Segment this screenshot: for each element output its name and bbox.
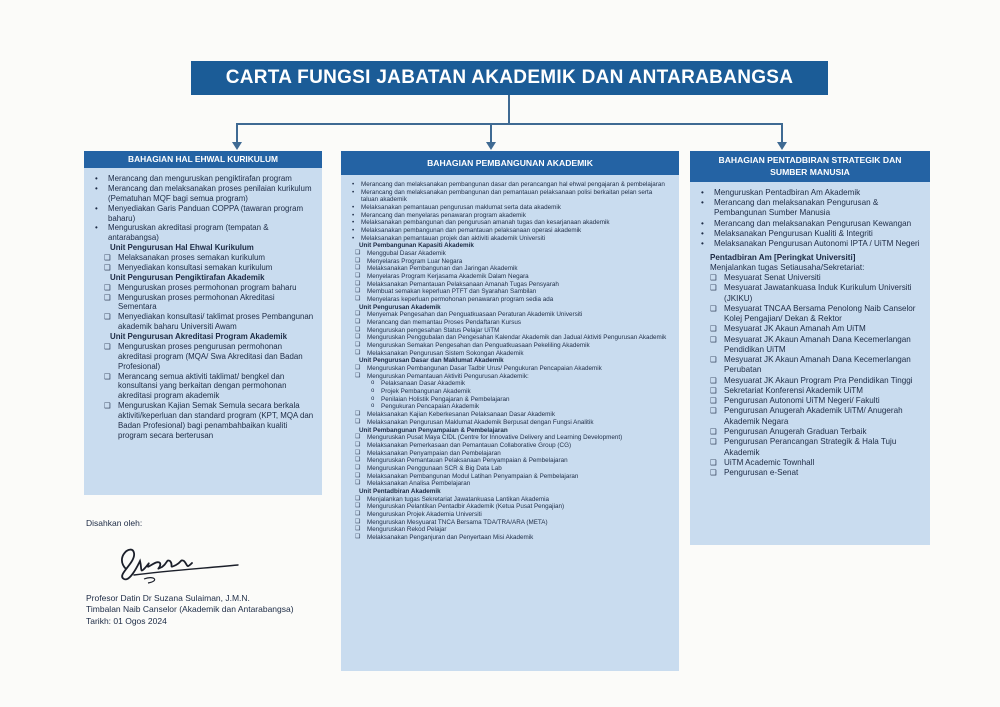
list-item: • Merancang dan melaksanakan proses penilaian kurikulum (Pematuhan MQF bagi semua program) bbox=[92, 184, 314, 204]
arrow-left-icon bbox=[232, 142, 242, 150]
list-item: ❑ Melaksanakan Pembangunan dan Jaringan Akademik bbox=[349, 265, 671, 273]
list-item: ❑ Menyelaras Program Luar Negara bbox=[349, 258, 671, 266]
list-item: ❑ Mesyuarat Jawatankuasa Induk Kurikulum Universiti (JKIKU) bbox=[698, 283, 922, 304]
column-pembangunan-akademik bbox=[341, 151, 679, 671]
list-item: ❑ Menjalankan tugas Sekretariat Jawatankuasa Lantikan Akademia bbox=[349, 496, 671, 504]
signature-image bbox=[104, 535, 244, 585]
sub-list-item: o Pengukuran Pencapaian Akademik bbox=[349, 403, 671, 411]
list-item: • Merancang dan menguruskan pengiktirafan program bbox=[92, 174, 314, 184]
list-item: • Merancang dan melaksanakan pembangunan dasar dan perancangan hal ehwal pengajaran & pembelajaran bbox=[349, 181, 671, 189]
list-item: ❑ UiTM Academic Townhall bbox=[698, 458, 922, 468]
list-item: • Merancang dan melaksanakan Pengurusan & Pembangunan Sumber Manusia bbox=[698, 198, 922, 219]
bullet-list bbox=[92, 174, 314, 243]
list-item: ❑ Menguruskan proses pengurusan permohonan akreditasi program (MQA/ Swa Akreditasi dan Badan Profesional) bbox=[92, 342, 314, 372]
column-heading: BAHAGIAN PEMBANGUNAN AKADEMIK bbox=[341, 151, 679, 175]
list-item: • Melaksanakan pembangunan dan pengurusan amanah tugas dan kesarjanaan akademik bbox=[349, 219, 671, 227]
unit-heading: Pentadbiran Am [Peringkat Universiti] bbox=[710, 252, 856, 262]
list-item: ❑ Melaksanakan Pemerkasaan dan Pemantauan Collaborative Group (CG) bbox=[349, 442, 671, 450]
list-item: ❑ Melaksanakan Analisa Pembelajaran bbox=[349, 480, 671, 488]
approval-label: Disahkan oleh: bbox=[86, 518, 143, 528]
signatory-name: Profesor Datin Dr Suzana Sulaiman, J.M.N. bbox=[86, 592, 250, 603]
unit-heading: Unit Pembangunan Penyampaian & Pembelajaran bbox=[359, 426, 508, 434]
list-item: ❑ Menguruskan proses permohonan Akreditasi Sementara bbox=[92, 293, 314, 313]
column-heading: BAHAGIAN HAL EHWAL KURIKULUM bbox=[84, 151, 322, 168]
list-item: ❑ Pengurusan Perancangan Strategik & Hala Tuju Akademik bbox=[698, 437, 922, 458]
signatory-position: Timbalan Naib Canselor (Akademik dan Antarabangsa) bbox=[86, 604, 294, 615]
list-item: ❑ Mesyuarat Senat Universiti bbox=[698, 273, 922, 283]
connector-horizontal bbox=[236, 123, 783, 125]
unit-list bbox=[92, 253, 314, 273]
list-item: ❑ Menggubal Dasar Akademik bbox=[349, 250, 671, 258]
list-item: ❑ Menguruskan Penggunaan SCR & Big Data Lab bbox=[349, 465, 671, 473]
unit-heading: Unit Pengurusan Dasar dan Maklumat Akademik bbox=[359, 357, 504, 365]
unit-list bbox=[349, 365, 671, 426]
sub-list-item: o Projek Pembangunan Akademik bbox=[349, 388, 671, 396]
connector-vertical-main bbox=[508, 95, 510, 124]
unit-list bbox=[349, 496, 671, 542]
column-hal-ehwal-kurikulum bbox=[84, 151, 322, 495]
list-item: ❑ Menyelaras Program Kerjasama Akademik Dalam Negara bbox=[349, 273, 671, 281]
list-item: ❑ Melaksanakan Pengurusan Maklumat Akademik Berpusat dengan Fungsi Analitik bbox=[349, 419, 671, 427]
column-heading: BAHAGIAN PENTADBIRAN STRATEGIK DAN SUMBER MANUSIA bbox=[690, 151, 930, 182]
list-item: ❑ Menguruskan Projek Akademia Universiti bbox=[349, 511, 671, 519]
list-item: ❑ Menguruskan Kajian Semak Semula secara berkala aktiviti/keperluan dan standard program (KPT, MQA dan Badan Profesional) bagi penambahbaikan kualiti program secara berterusan bbox=[92, 401, 314, 441]
list-item: ❑ Pengurusan Autonomi UiTM Negeri/ Fakulti bbox=[698, 396, 922, 406]
list-item: ❑ Menguruskan Mesyuarat TNCA Bersama TDA/TRA/ARA (META) bbox=[349, 519, 671, 527]
list-item: ❑ Menguruskan Pembangunan Dasar Tadbir Urus/ Pengukuran Pencapaian Akademik bbox=[349, 365, 671, 373]
list-item: ❑ Melaksanakan Pembangunan Modul Latihan Penyampaian & Pembelajaran bbox=[349, 473, 671, 481]
list-item: ❑ Menguruskan Pemantauan Aktiviti Pengurusan Akademik: bbox=[349, 373, 671, 381]
bullet-list bbox=[698, 188, 922, 250]
unit-list bbox=[92, 342, 314, 441]
list-item: ❑ Menguruskan Penggubalan dan Pengesahan Kalendar Akademik dan Jadual Aktiviti Pengurusan Akademik bbox=[349, 334, 671, 342]
approval-block bbox=[86, 518, 294, 627]
list-item: ❑ Mesyuarat JK Akaun Program Pra Pendidikan Tinggi bbox=[698, 376, 922, 386]
list-item: ❑ Melaksanakan proses semakan kurikulum bbox=[92, 253, 314, 263]
list-item: ❑ Merancang semua aktiviti taklimat/ bengkel dan konsultansi yang berkaitan dengan permohonan akreditasi program akademik bbox=[92, 372, 314, 402]
connector-left bbox=[236, 123, 238, 143]
unit-intro: Menjalankan tugas Setiausaha/Sekretariat: bbox=[710, 262, 865, 272]
connector-middle bbox=[490, 123, 492, 143]
list-item: • Melaksanakan pemantauan projek dan aktiviti akademik Universiti bbox=[349, 235, 671, 243]
list-item: ❑ Menyediakan konsultasi/ taklimat proses Pembangunan akademik baharu Universiti Awam bbox=[92, 312, 314, 332]
arrow-right-icon bbox=[777, 142, 787, 150]
list-item: • Melaksanakan pembangunan dan pemantauan pelaksanaan operasi akademik bbox=[349, 227, 671, 235]
list-item: ❑ Melaksanakan Penganjuran dan Penyertaan Misi Akademik bbox=[349, 534, 671, 542]
list-item: ❑ Pengurusan Anugerah Graduan Terbaik bbox=[698, 427, 922, 437]
column-pentadbiran-strategik bbox=[690, 151, 930, 545]
list-item: ❑ Membuat semakan keperluan PTFT dan Syarahan Sambilan bbox=[349, 288, 671, 296]
list-item: • Merancang dan melaksanakan Pengurusan Kewangan bbox=[698, 219, 922, 229]
unit-heading: Unit Pengurusan Akademik bbox=[359, 303, 441, 311]
list-item: ❑ Menyediakan konsultasi semakan kurikulum bbox=[92, 263, 314, 273]
list-item: ❑ Menguruskan pengesahan Status Pelajar UiTM bbox=[349, 327, 671, 335]
list-item: ❑ Menguruskan Pusat Maya CIDL (Centre for Innovative Delivery and Learning Development) bbox=[349, 434, 671, 442]
list-item: • Menyediakan Garis Panduan COPPA (tawaran program baharu) bbox=[92, 204, 314, 224]
list-item: • Menguruskan akreditasi program (tempatan & antarabangsa) bbox=[92, 223, 314, 243]
list-item: ❑ Menyemak Pengesahan dan Penguatkuasaan Peraturan Akademik Universiti bbox=[349, 311, 671, 319]
unit-heading: Unit Pengurusan Hal Ehwal Kurikulum bbox=[110, 243, 254, 253]
list-item: ❑ Melaksanakan Kajian Keberkesanan Pelaksanaan Dasar Akademik bbox=[349, 411, 671, 419]
bullet-list bbox=[349, 181, 671, 242]
list-item: • Melaksanakan Pengurusan Kualiti & Integriti bbox=[698, 229, 922, 239]
sub-list-item: o Pelaksanaan Dasar Akademik bbox=[349, 380, 671, 388]
list-item: ❑ Pengurusan e-Senat bbox=[698, 468, 922, 478]
unit-heading: Unit Pembangunan Kapasiti Akademik bbox=[359, 242, 474, 250]
list-item: ❑ Menguruskan proses permohonan program baharu bbox=[92, 283, 314, 293]
unit-list bbox=[349, 434, 671, 488]
list-item: • Merancang dan melaksanakan pembangunan dan pemantauan pelaksanaan polisi berkaitan pelan serta taluan akademik bbox=[349, 189, 671, 204]
list-item: ❑ Mesyuarat JK Akaun Amanah Dana Kecemerlangan Pendidikan UiTM bbox=[698, 335, 922, 356]
list-item: ❑ Mesyuarat TNCAA Bersama Penolong Naib Canselor Kolej Pengajian/ Dekan & Rektor bbox=[698, 304, 922, 325]
list-item: ❑ Pengurusan Anugerah Akademik UiTM/ Anugerah Akademik Negara bbox=[698, 406, 922, 427]
arrow-middle-icon bbox=[486, 142, 496, 150]
list-item: ❑ Menguruskan Semakan Pengesahan dan Penguatkuasaan Pekeliling Akademik bbox=[349, 342, 671, 350]
list-item: ❑ Mesyuarat JK Akaun Amanah Dana Kecemerlangan Perubatan bbox=[698, 355, 922, 376]
approval-date: Tarikh: 01 Ogos 2024 bbox=[86, 615, 167, 626]
list-item: ❑ Melaksanakan Pemantauan Pelaksanaan Amanah Tugas Pensyarah bbox=[349, 281, 671, 289]
unit-list bbox=[92, 283, 314, 332]
list-item: ❑ Sekretariat Konferensi Akademik UiTM bbox=[698, 386, 922, 396]
unit-list bbox=[349, 311, 671, 357]
list-item: ❑ Merancang dan memantau Proses Pendaftaran Kursus bbox=[349, 319, 671, 327]
list-item: ❑ Menyelaras keperluan permohonan penawaran program sedia ada bbox=[349, 296, 671, 304]
chart-title: CARTA FUNGSI JABATAN AKADEMIK DAN ANTARABANGSA bbox=[191, 61, 828, 95]
list-item: ❑ Melaksanakan Penyampaian dan Pembelajaran bbox=[349, 450, 671, 458]
list-item: • Melaksanakan pemantauan pengurusan maklumat serta data akademik bbox=[349, 204, 671, 212]
list-item: • Merancang dan menyelaras penawaran program akademik bbox=[349, 212, 671, 220]
unit-heading: Unit Pengurusan Akreditasi Program Akademik bbox=[110, 332, 288, 341]
unit-heading: Unit Pengurusan Pengiktirafan Akademik bbox=[110, 272, 265, 282]
list-item: ❑ Menguruskan Pemantauan Pelaksanaan Penyampaian & Pembelajaran bbox=[349, 457, 671, 465]
connector-right bbox=[781, 123, 783, 143]
list-item: ❑ Melaksanakan Pengurusan Sistem Sokongan Akademik bbox=[349, 350, 671, 358]
list-item: ❑ Menguruskan Rekod Pelajar bbox=[349, 526, 671, 534]
sub-list-item: o Penilaian Holistik Pengajaran & Pembelajaran bbox=[349, 396, 671, 404]
list-item: ❑ Menguruskan Pelantikan Pentadbir Akademik (Ketua Pusat Pengajian) bbox=[349, 503, 671, 511]
list-item: • Melaksanakan Pengurusan Autonomi IPTA / UiTM Negeri bbox=[698, 239, 922, 249]
unit-list bbox=[698, 273, 922, 478]
list-item: ❑ Mesyuarat JK Akaun Amanah Am UiTM bbox=[698, 324, 922, 334]
unit-heading: Unit Pentadbiran Akademik bbox=[359, 487, 441, 495]
unit-list bbox=[349, 250, 671, 304]
list-item: • Menguruskan Pentadbiran Am Akademik bbox=[698, 188, 922, 198]
